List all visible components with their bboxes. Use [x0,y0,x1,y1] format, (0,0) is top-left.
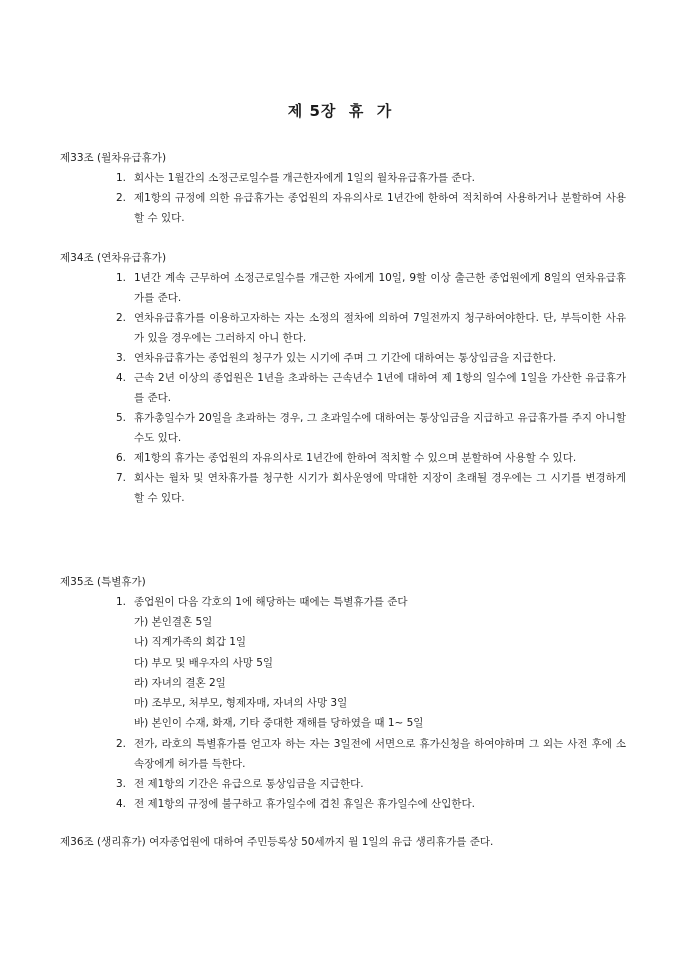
item-number: 2. [116,737,127,750]
item-text: 종업원이 다음 각호의 1에 해당하는 때에는 특별휴가를 준다 [134,596,408,608]
item-text: 휴가총일수가 20일을 초과하는 경우, 그 초과일수에 대하여는 통상임금을 지급하고 유급휴가를 주지 아니할 수도 있다. [134,412,626,444]
article-item [60,408,626,448]
item-text: 제1항의 규정에 의한 유급휴가는 종업원의 자유의사로 1년간에 한하여 적치하여 사용하거나 분할하여 사용할 수 있다. [134,192,626,224]
article-item [60,794,626,814]
article-item [60,308,626,348]
article-item [60,734,626,774]
item-number: 6. [116,452,127,464]
article-item [60,468,626,508]
item-number: 7. [116,472,127,484]
item-number: 2. [116,192,127,204]
article-item [60,368,626,408]
item-number: 3. [116,777,127,790]
sub-item: 바) 본인이 수재, 화재, 기타 중대한 재해를 당하였을 때 1~ 5일 [134,717,424,730]
item-number: 1. [116,596,127,608]
article-item [60,268,626,308]
sub-item: 라) 자녀의 결혼 2일 [134,676,226,689]
item-text: 회사는 1월간의 소정근로일수를 개근한자에게 1일의 월차유급휴가를 준다. [134,172,476,184]
sub-item: 나) 직계가족의 회갑 1일 [134,636,247,649]
item-number: 1. [116,272,127,284]
item-text: 연차유급휴가는 종업원의 청구가 있는 시기에 주며 그 기간에 대하여는 통상임금을 지급한다. [134,352,557,364]
item-text: 전가, 라호의 특별휴가를 얻고자 하는 자는 3일전에 서면으로 휴가신청을 하여야하며 그 외는 사전 후에 소속장에게 허가를 득한다. [134,737,626,770]
article-item [60,592,626,612]
article-item [60,168,626,188]
article-item [60,188,626,228]
item-number: 4. [116,797,127,810]
item-number: 2. [116,312,127,324]
article-33 [60,148,626,228]
item-text: 회사는 월차 및 연차휴가를 청구한 시기가 회사운영에 막대한 지장이 초래될 경우에는 그 시기를 변경하게 할 수 있다. [134,472,626,504]
article-heading: 제33조 (월차유급휴가) [60,152,167,164]
item-text: 전 제1항의 기간은 유급으로 통상임금을 지급한다. [134,777,364,790]
item-text: 근속 2년 이상의 종업원은 1년을 초과하는 근속년수 1년에 대하여 제 1항의 일수에 1일을 가산한 유급휴가를 준다. [134,372,626,404]
sub-item: 마) 조부모, 처부모, 형제자매, 자녀의 사망 3일 [134,697,348,710]
article-item [60,774,626,794]
item-text: 전 제1항의 규정에 불구하고 휴가일수에 겹친 휴일은 휴가일수에 산입한다. [134,797,476,810]
article-item [60,348,626,368]
article-item [60,448,626,468]
item-number: 5. [116,412,127,424]
item-number: 4. [116,372,127,384]
article-34 [60,248,626,508]
item-text: 제1항의 휴가는 종업원의 자유의사로 1년간에 한하여 적치할 수 있으며 분할하여 사용할 수 있다. [134,452,577,464]
item-text: 1년간 계속 근무하여 소정근로일수를 개근한 자에게 10일, 9할 이상 출근한 종업원에게 8일의 연차유급휴가를 준다. [134,272,626,304]
item-text: 연차유급휴가를 이용하고자하는 자는 소정의 절차에 의하여 7일전까지 청구하여야한다. 단, 부득이한 사유가 있을 경우에는 그러하지 아니 한다. [134,312,626,344]
sub-item: 다) 부모 및 배우자의 사망 5일 [134,656,274,669]
sub-item: 가) 본인결혼 5일 [134,616,213,628]
item-number: 3. [116,352,127,364]
article-35 [60,572,626,814]
item-number: 1. [116,172,127,184]
article-heading: 제35조 (특별휴가) [60,576,146,588]
chapter-title: 제 5장 휴 가 [287,102,393,120]
article-36: 제36조 (생리휴가) 여자종업원에 대하여 주민등록상 50세까지 월 1일의 유급 생리휴가를 준다. [60,836,494,848]
article-heading: 제34조 (연차유급휴가) [60,252,167,264]
